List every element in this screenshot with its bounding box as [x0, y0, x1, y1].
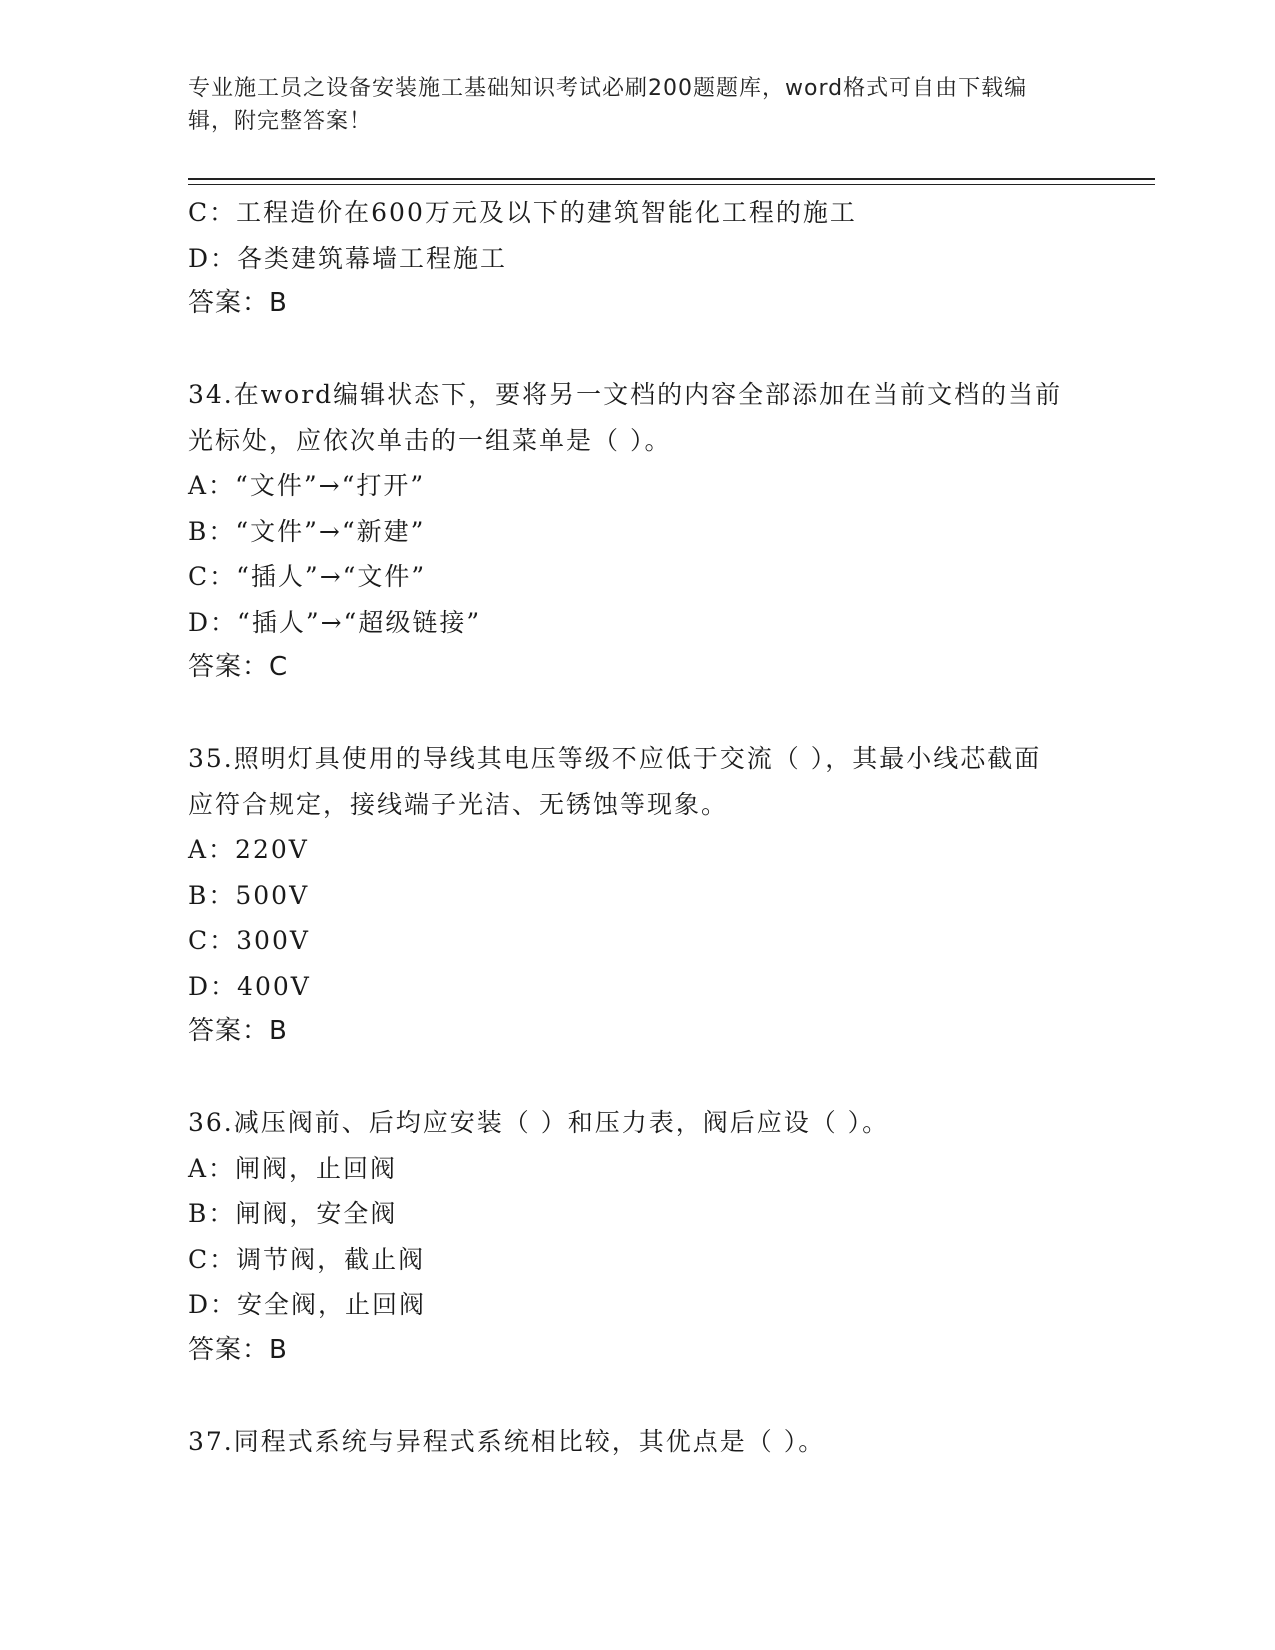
option-c: C：工程造价在600万元及以下的建筑智能化工程的施工	[188, 198, 857, 227]
spacer	[188, 691, 1068, 737]
option-d: D：各类建筑幕墙工程施工	[188, 243, 508, 273]
option-c: C：“插人”→“文件”	[188, 562, 427, 591]
option-c: C：调节阀，截止阀	[188, 1244, 426, 1274]
option-a: A：“文件”→“打开”	[188, 471, 426, 500]
option-d: D：安全阀，止回阀	[188, 1290, 427, 1319]
answer: 答案：C	[188, 652, 289, 682]
spacer	[188, 327, 1068, 373]
option-b: B：“文件”→“新建”	[188, 516, 426, 546]
header-rule-thin	[188, 184, 1155, 185]
option-a: A：220V	[188, 835, 309, 864]
spacer	[188, 1055, 1068, 1101]
option-a: A：闸阀，止回阀	[188, 1153, 398, 1183]
question-stem: 37.同程式系统与异程式系统相比较，其优点是（ ）。	[188, 1426, 826, 1456]
option-d: D：400V	[188, 971, 311, 1001]
answer: 答案：B	[188, 1016, 288, 1046]
question-stem: 36.减压阀前、后均应安装（ ）和压力表，阀后应设（ ）。	[188, 1108, 890, 1137]
partial-question	[188, 190, 1068, 327]
option-b: B：500V	[188, 880, 310, 910]
question-stem: 35.照明灯具使用的导线其电压等级不应低于交流（ ），其最小线芯截面应符合规定，接线端子光洁、无锈蚀等现象。	[188, 744, 1042, 819]
option-d: D：“插人”→“超级链接”	[188, 607, 482, 637]
question-35	[188, 736, 1068, 1055]
header-rule-thick	[188, 178, 1155, 180]
question-stem: 34.在word编辑状态下，要将另一文档的内容全部添加在当前文档的当前光标处，应依次单击的一组菜单是（ ）。	[188, 380, 1063, 455]
question-34	[188, 372, 1068, 691]
header-title: 专业施工员之设备安装施工基础知识考试必刷200题题库，word格式可自由下载编辑，附完整答案！	[188, 76, 1028, 134]
document-body	[188, 190, 1068, 1464]
question-37	[188, 1419, 1068, 1465]
answer: 答案：B	[188, 288, 288, 318]
option-c: C：300V	[188, 926, 310, 955]
spacer	[188, 1373, 1068, 1419]
question-36	[188, 1100, 1068, 1373]
option-b: B：闸阀，安全阀	[188, 1199, 398, 1228]
document-header	[188, 72, 1068, 138]
answer: 答案：B	[188, 1334, 288, 1365]
